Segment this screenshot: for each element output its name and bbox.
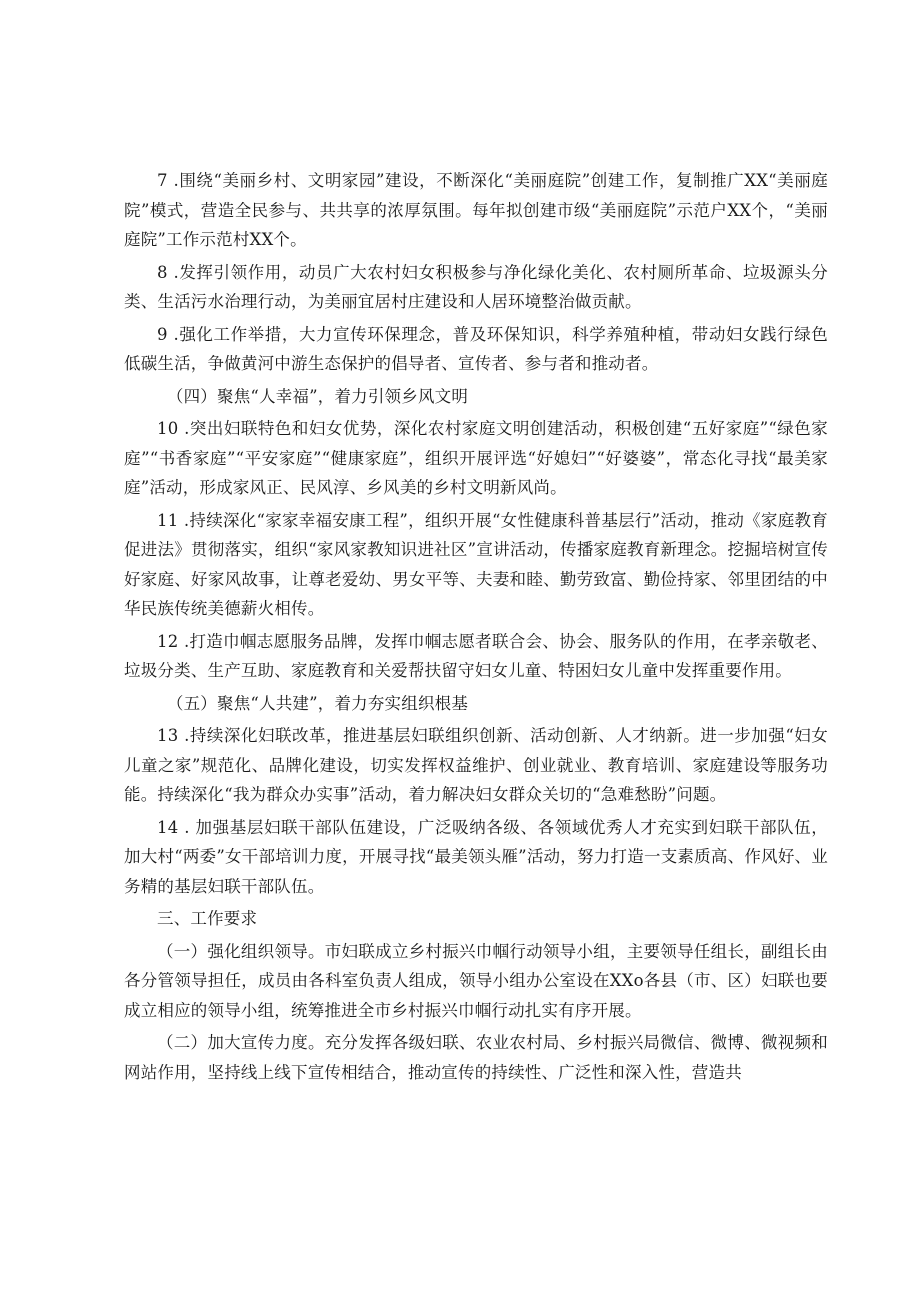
item-10-paragraph: 10 .突出妇联特色和妇女优势，深化农村家庭文明创建活动，积极创建“五好家庭”“绿色家庭”“书香家庭”“平安家庭”“健康家庭”，组织开展评选“好媳妇”“好婆婆”，常态化寻找“最美家庭”活动，形成家风正、民风淳、乡风美的乡村文明新风尚。 bbox=[124, 419, 828, 497]
item-7-paragraph: 7 .围绕“美丽乡村、文明家园”建设，不断深化“美丽庭院”创建工作，复制推广XX“美丽庭院”模式，营造全民参与、共共享的浓厚氛围。每年拟创建市级“美丽庭院”示范户XX个，“美丽庭院”工作示范村XX个。 bbox=[124, 171, 828, 249]
item-9-paragraph: 9 .强化工作举措，大力宣传环保理念，普及环保知识，科学养殖种植，带动妇女践行绿色低碳生活，争做黄河中游生态保护的倡导者、宣传者、参与者和推动者。 bbox=[124, 324, 828, 373]
section-3-heading: 三、工作要求 bbox=[157, 909, 258, 928]
requirement-1-paragraph: （一）强化组织领导。市妇联成立乡村振兴巾帼行动领导小组，主要领导任组长，副组长由各分管领导担任，成员由各科室负责人组成，领导小组办公室设在XXo各县（市、区）妇联也要成立相应的领导小组，统筹推进全市乡村振兴巾帼行动扎实有序开展。 bbox=[124, 941, 828, 1020]
item-14-paragraph: 14 . 加强基层妇联干部队伍建设，广泛吸纳各级、各领域优秀人才充实到妇联干部队伍，加大村“两委”女干部培训力度，开展寻找“最美领头雁”活动，努力打造一支素质高、作风好、业务精的基层妇联干部队伍。 bbox=[124, 817, 828, 896]
item-12-paragraph: 12 .打造巾帼志愿服务品牌，发挥巾帼志愿者联合会、协会、服务队的作用，在孝亲敬老、垃圾分类、生产互助、家庭教育和关爱帮扶留守妇女儿童、特困妇女儿童中发挥重要作用。 bbox=[124, 631, 828, 680]
subsection-4-heading: （四）聚焦“人幸福”，着力引领乡风文明 bbox=[166, 386, 469, 406]
document-body bbox=[124, 166, 828, 1090]
item-11-paragraph: 11 .持续深化“家家幸福安康工程”，组织开展“女性健康科普基层行”活动，推动《家庭教育促进法》贯彻落实，组织“家风家教知识进社区”宣讲活动，传播家庭教育新理念。挖掘培树宣传好家庭、好家风故事，让尊老爱幼、男女平等、夫妻和睦、勤劳致富、勤俭持家、邻里团结的中华民族传统美德薪火相传。 bbox=[124, 510, 828, 618]
requirement-2-paragraph: （二）加大宣传力度。充分发挥各级妇联、农业农村局、乡村振兴局微信、微博、微视频和网站作用，坚持线上线下宣传相结合，推动宣传的持续性、广泛性和深入性，营造共 bbox=[124, 1033, 828, 1082]
subsection-5-heading: （五）聚焦“人共建”，着力夯实组织根基 bbox=[166, 693, 469, 713]
item-8-paragraph: 8 .发挥引领作用，动员广大农村妇女积极参与净化绿化美化、农村厕所革命、垃圾源头分类、生活污水治理行动，为美丽宜居村庄建设和人居环境整治做贡献。 bbox=[124, 262, 828, 311]
item-13-paragraph: 13 .持续深化妇联改革，推进基层妇联组织创新、活动创新、人才纳新。进一步加强“妇女儿童之家”规范化、品牌化建设，切实发挥权益维护、创业就业、教育培训、家庭建设等服务功能。持续深化“我为群众办实事”活动，着力解决妇女群众关切的“急难愁盼”问题。 bbox=[124, 726, 828, 804]
